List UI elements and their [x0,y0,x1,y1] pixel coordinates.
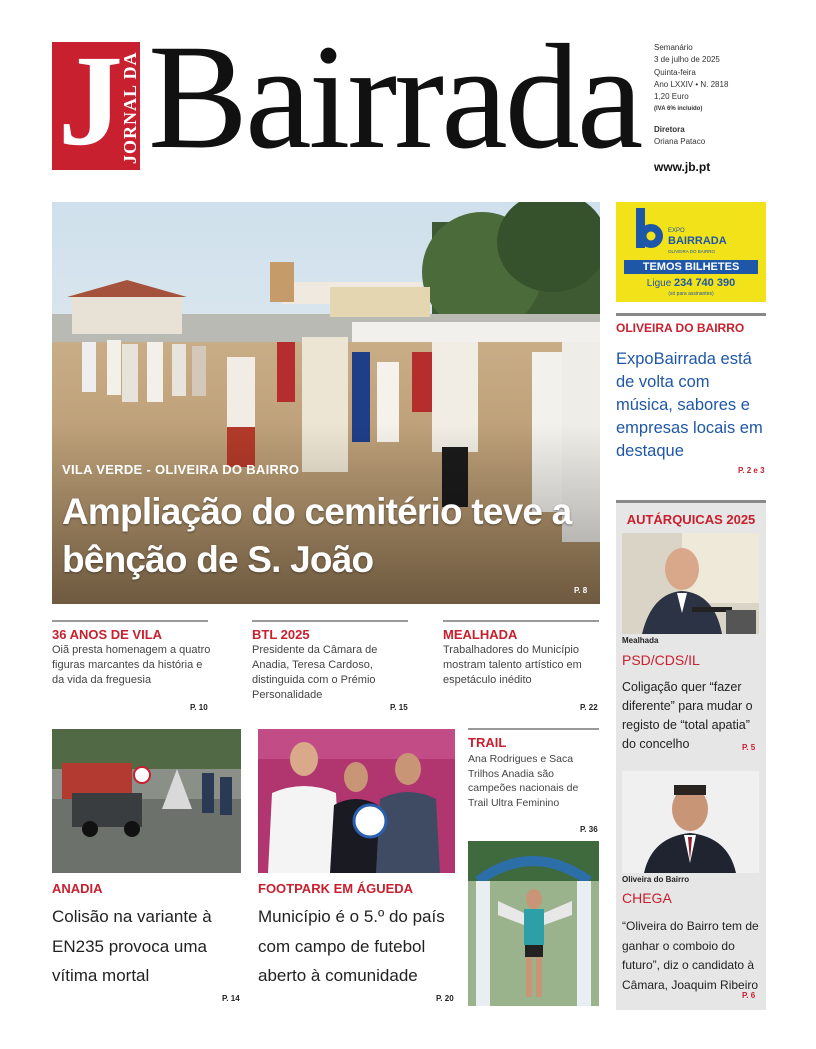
expobairrada-logo-icon [634,208,664,252]
ad-call: Ligue 234 740 390 [646,277,736,289]
meta-line: Quinta-feira [654,67,696,77]
candidate-photo[interactable] [622,771,759,873]
party-name: PSD/CDS/IL [622,652,700,668]
story-kicker: ANADIA [52,881,103,896]
party-name: CHEGA [622,890,672,906]
meta-line: Ano LXXIV • N. 2818 [654,79,729,89]
accident-photo[interactable] [52,729,241,873]
director-name: Oriana Pataco [654,137,706,147]
expobairrada-ad[interactable] [616,202,766,302]
ad-place: OLIVEIRA DO BAIRRO [668,249,716,254]
divider [616,313,766,316]
lead-page-ref: P. 8 [574,586,588,595]
right-story-page-ref: P. 2 e 3 [738,466,765,475]
story-text[interactable]: “Oliveira do Bairro tem de ganhar o comboio do futuro”, diz o candidato à Câmara, Joaquim Ribeiro [622,919,759,992]
autarquicas-title: AUTÁRQUICAS 2025 [626,512,756,527]
director-label: Diretora [654,124,685,134]
ad-note: (só para assinantes) [668,291,714,297]
story-text[interactable]: Coligação quer “fazer diferente” para mudar o registo de “total apatia” do concelho [622,680,753,751]
story-text[interactable]: Ana Rodrigues e Saca Trilhos Anadia são campeões nacionais de Trail Ultra Feminino [468,753,579,809]
story-kicker: FOOTPARK EM ÁGUEDA [258,881,414,896]
issue-meta [654,42,774,148]
right-story-headline[interactable]: ExpoBairrada está de volta com música, sabores e empresas locais em destaque [616,350,763,460]
brief-text[interactable]: Trabalhadores do Município mostram talento artístico em espetáculo inédito [443,644,582,686]
right-story-kicker: OLIVEIRA DO BAIRRO [616,321,745,335]
divider [252,620,408,622]
site-link[interactable]: www.jb.pt [654,160,711,174]
logo-letter: J [58,29,123,173]
logo-name: Bairrada [148,14,641,180]
candidate-photo[interactable] [622,533,759,634]
page-ref: P. 14 [222,994,240,1003]
lead-kicker: VILA VERDE - OLIVEIRA DO BAIRRO [62,462,300,477]
page-ref: P. 6 [742,991,756,1000]
divider [443,620,599,622]
page-ref: P. 22 [580,703,598,712]
brief-kicker: BTL 2025 [252,627,310,642]
meta-line: 1,20 Euro [654,92,689,102]
photo-caption: Mealhada [622,636,659,645]
footpark-photo[interactable] [258,729,455,873]
photo-caption: Oliveira do Bairro [622,875,690,884]
story-kicker: TRAIL [468,735,507,750]
meta-line: 3 de julho de 2025 [654,55,720,65]
page-ref: P. 5 [742,743,756,752]
trail-photo[interactable] [468,841,599,1006]
divider [52,620,208,622]
brief-kicker: 36 ANOS DE VILA [52,627,163,642]
brief-kicker: MEALHADA [443,627,518,642]
ad-expo: EXPO [668,228,685,234]
page-ref: P. 10 [190,703,208,712]
story-headline[interactable]: Município é o 5.º do país com campo de futebol aberto à comunidade [258,907,445,985]
divider [468,728,599,730]
meta-iva: (IVA 6% incluído) [654,106,703,113]
logo-small-text: JORNAL DA [120,51,140,164]
ad-phone: 234 740 390 [674,277,736,289]
brief-text[interactable]: Presidente da Câmara de Anadia, Teresa Cardoso, distinguida com o Prémio Personalidade [252,644,378,701]
meta-line: Semanário [654,43,693,52]
story-headline[interactable]: Colisão na variante à EN235 provoca uma vítima mortal [52,907,212,985]
page-ref: P. 20 [436,994,454,1003]
page-ref: P. 15 [390,703,408,712]
ad-banner: TEMOS BILHETES [624,260,758,274]
ad-name: BAIRRADA [668,235,727,247]
lead-headline[interactable]: Ampliação do cemitério teve a bênção de S. João [62,491,572,580]
divider [616,500,766,503]
brief-text[interactable]: Oiã presta homenagem a quatro figuras marcantes da história e da vida da freguesia [52,644,211,686]
page-ref: P. 36 [580,825,598,834]
